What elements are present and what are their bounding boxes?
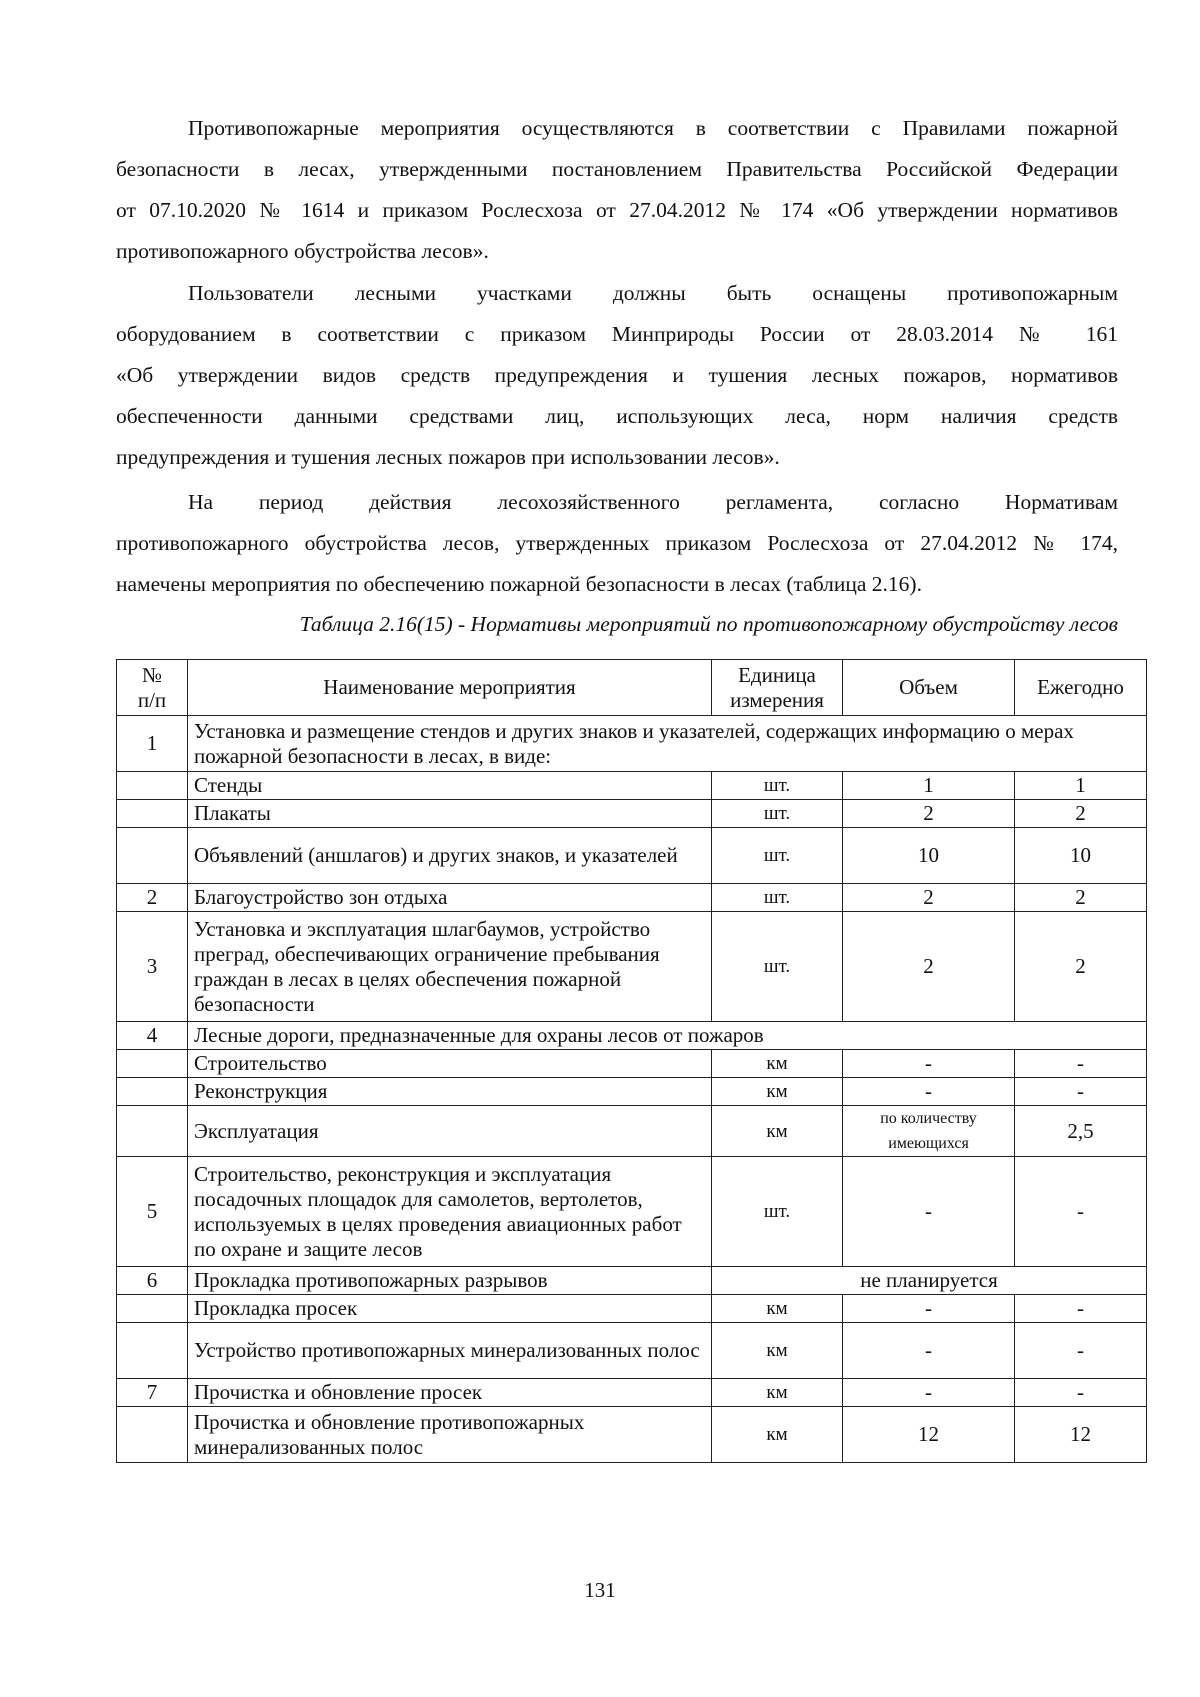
paragraph-line: от 07.10.2020 № 1614 и приказом Рослесхоза от 27.04.2012 № 174 «Об утверждении нормативов <box>116 198 1118 222</box>
cell-annual: 12 <box>1015 1407 1147 1463</box>
table-row <box>117 828 1147 884</box>
cell-num: 1 <box>117 716 188 772</box>
cell-name: Строительство, реконструкция и эксплуатация посадочных площадок для самолетов, вертолетов, используемых в целях проведения авиационных работ по охране и защите лесов <box>188 1157 712 1267</box>
cell-volume: - <box>843 1157 1015 1267</box>
table-row <box>117 1407 1147 1463</box>
cell-name: Установка и эксплуатация шлагбаумов, устройство преград, обеспечивающих ограничение пребывания граждан в лесах в целях обеспечения пожарной безопасности <box>188 912 712 1022</box>
table-row <box>117 716 1147 772</box>
table-row <box>117 1295 1147 1323</box>
cell-num <box>117 1106 188 1157</box>
cell-annual: - <box>1015 1295 1147 1323</box>
cell-name: Прочистка и обновление просек <box>188 1379 712 1407</box>
cell-name: Строительство <box>188 1050 712 1078</box>
cell-name: Реконструкция <box>188 1078 712 1106</box>
cell-num <box>117 800 188 828</box>
header-annual: Ежегодно <box>1015 660 1147 716</box>
cell-name: Установка и размещение стендов и других знаков и указателей, содержащих информацию о мерах пожарной безопасности в лесах, в виде: <box>188 716 1147 772</box>
cell-unit: шт. <box>712 828 843 884</box>
paragraph-line: Пользователи лесными участками должны быть оснащены противопожарным <box>188 281 1118 305</box>
cell-volume: - <box>843 1078 1015 1106</box>
cell-name: Объявлений (аншлагов) и других знаков, и указателей <box>188 828 712 884</box>
norms-table <box>116 659 1147 1463</box>
cell-volume: 1 <box>843 772 1015 800</box>
header-volume: Объем <box>843 660 1015 716</box>
cell-num <box>117 1050 188 1078</box>
cell-num <box>117 828 188 884</box>
table-header-row <box>117 660 1147 716</box>
cell-name: Прокладка противопожарных разрывов <box>188 1267 712 1295</box>
header-num-line2: п/п <box>137 687 167 712</box>
table-row <box>117 1379 1147 1407</box>
header-num-line1: № <box>141 662 163 687</box>
paragraph-line: противопожарного обустройства лесов, утвержденных приказом Рослесхоза от 27.04.2012 № 174, <box>116 531 1118 555</box>
paragraph-line: намечены мероприятия по обеспечению пожарной безопасности в лесах (таблица 2.16). <box>116 572 922 596</box>
cell-volume: по количеству имеющихся <box>843 1106 1015 1157</box>
cell-unit: шт. <box>712 912 843 1022</box>
cell-annual: 2 <box>1015 884 1147 912</box>
cell-unit: шт. <box>712 1157 843 1267</box>
paragraph-line: Противопожарные мероприятия осуществляются в соответствии с Правилами пожарной <box>188 116 1118 140</box>
cell-annual: 1 <box>1015 772 1147 800</box>
paragraph-line: обеспеченности данными средствами лиц, использующих леса, норм наличия средств <box>116 404 1118 428</box>
cell-name: Благоустройство зон отдыха <box>188 884 712 912</box>
table-row <box>117 912 1147 1022</box>
cell-volume: 10 <box>843 828 1015 884</box>
cell-name: Прочистка и обновление противопожарных минерализованных полос <box>188 1407 712 1463</box>
cell-annual: 2,5 <box>1015 1106 1147 1157</box>
cell-unit: шт. <box>712 800 843 828</box>
cell-name: Стенды <box>188 772 712 800</box>
paragraph-3 <box>116 482 1118 605</box>
cell-unit: км <box>712 1295 843 1323</box>
cell-annual: - <box>1015 1050 1147 1078</box>
table-row <box>117 1022 1147 1050</box>
cell-annual: 10 <box>1015 828 1147 884</box>
cell-num <box>117 1323 188 1379</box>
cell-unit: км <box>712 1078 843 1106</box>
cell-annual: 2 <box>1015 800 1147 828</box>
cell-annual: - <box>1015 1078 1147 1106</box>
cell-unit: км <box>712 1050 843 1078</box>
table-row <box>117 1050 1147 1078</box>
table-row <box>117 884 1147 912</box>
cell-num <box>117 1407 188 1463</box>
cell-unit: км <box>712 1379 843 1407</box>
cell-num: 2 <box>117 884 188 912</box>
header-num <box>117 660 188 716</box>
cell-annual: - <box>1015 1379 1147 1407</box>
cell-volume: 12 <box>843 1407 1015 1463</box>
cell-annual: - <box>1015 1323 1147 1379</box>
paragraph-line: оборудованием в соответствии с приказом Минприроды России от 28.03.2014 № 161 <box>116 322 1118 346</box>
table-row <box>117 1157 1147 1267</box>
cell-volume: 2 <box>843 800 1015 828</box>
cell-unit: шт. <box>712 884 843 912</box>
table-row <box>117 1267 1147 1295</box>
cell-volume: не планируется <box>712 1267 1147 1295</box>
page-number: 131 <box>584 1578 616 1602</box>
cell-num <box>117 1078 188 1106</box>
header-unit-line2: измерения <box>730 687 824 712</box>
cell-name: Эксплуатация <box>188 1106 712 1157</box>
table-caption: Таблица 2.16(15) - Нормативы мероприятий по противопожарному обустройству лесов <box>299 612 1118 636</box>
cell-num: 6 <box>117 1267 188 1295</box>
cell-name: Лесные дороги, предназначенные для охраны лесов от пожаров <box>188 1022 1147 1050</box>
cell-unit: км <box>712 1407 843 1463</box>
header-unit <box>712 660 843 716</box>
paragraph-line: На период действия лесохозяйственного регламента, согласно Нормативам <box>188 490 1118 514</box>
cell-num <box>117 1295 188 1323</box>
cell-unit: шт. <box>712 772 843 800</box>
paragraph-line: безопасности в лесах, утвержденными постановлением Правительства Российской Федерации <box>116 157 1118 181</box>
table-row <box>117 800 1147 828</box>
cell-name: Прокладка просек <box>188 1295 712 1323</box>
table-row <box>117 1323 1147 1379</box>
table-row <box>117 772 1147 800</box>
cell-name: Плакаты <box>188 800 712 828</box>
paragraph-line: предупреждения и тушения лесных пожаров при использовании лесов». <box>116 445 780 469</box>
cell-num: 4 <box>117 1022 188 1050</box>
cell-volume: - <box>843 1323 1015 1379</box>
cell-unit: км <box>712 1323 843 1379</box>
cell-name: Устройство противопожарных минерализованных полос <box>188 1323 712 1379</box>
cell-annual: - <box>1015 1157 1147 1267</box>
header-name: Наименование мероприятия <box>188 660 712 716</box>
cell-num: 5 <box>117 1157 188 1267</box>
cell-volume: - <box>843 1379 1015 1407</box>
cell-volume: 2 <box>843 884 1015 912</box>
cell-volume: - <box>843 1295 1015 1323</box>
cell-annual: 2 <box>1015 912 1147 1022</box>
paragraph-line: противопожарного обустройства лесов». <box>116 239 489 263</box>
header-unit-line1: Единица <box>738 662 816 687</box>
cell-volume: 2 <box>843 912 1015 1022</box>
cell-volume: - <box>843 1050 1015 1078</box>
cell-num <box>117 772 188 800</box>
cell-unit: км <box>712 1106 843 1157</box>
cell-num: 3 <box>117 912 188 1022</box>
table-row <box>117 1078 1147 1106</box>
cell-num: 7 <box>117 1379 188 1407</box>
paragraph-line: «Об утверждении видов средств предупреждения и тушения лесных пожаров, нормативов <box>116 363 1118 387</box>
paragraph-2 <box>116 273 1118 478</box>
paragraph-1 <box>116 108 1118 272</box>
table-row <box>117 1106 1147 1157</box>
